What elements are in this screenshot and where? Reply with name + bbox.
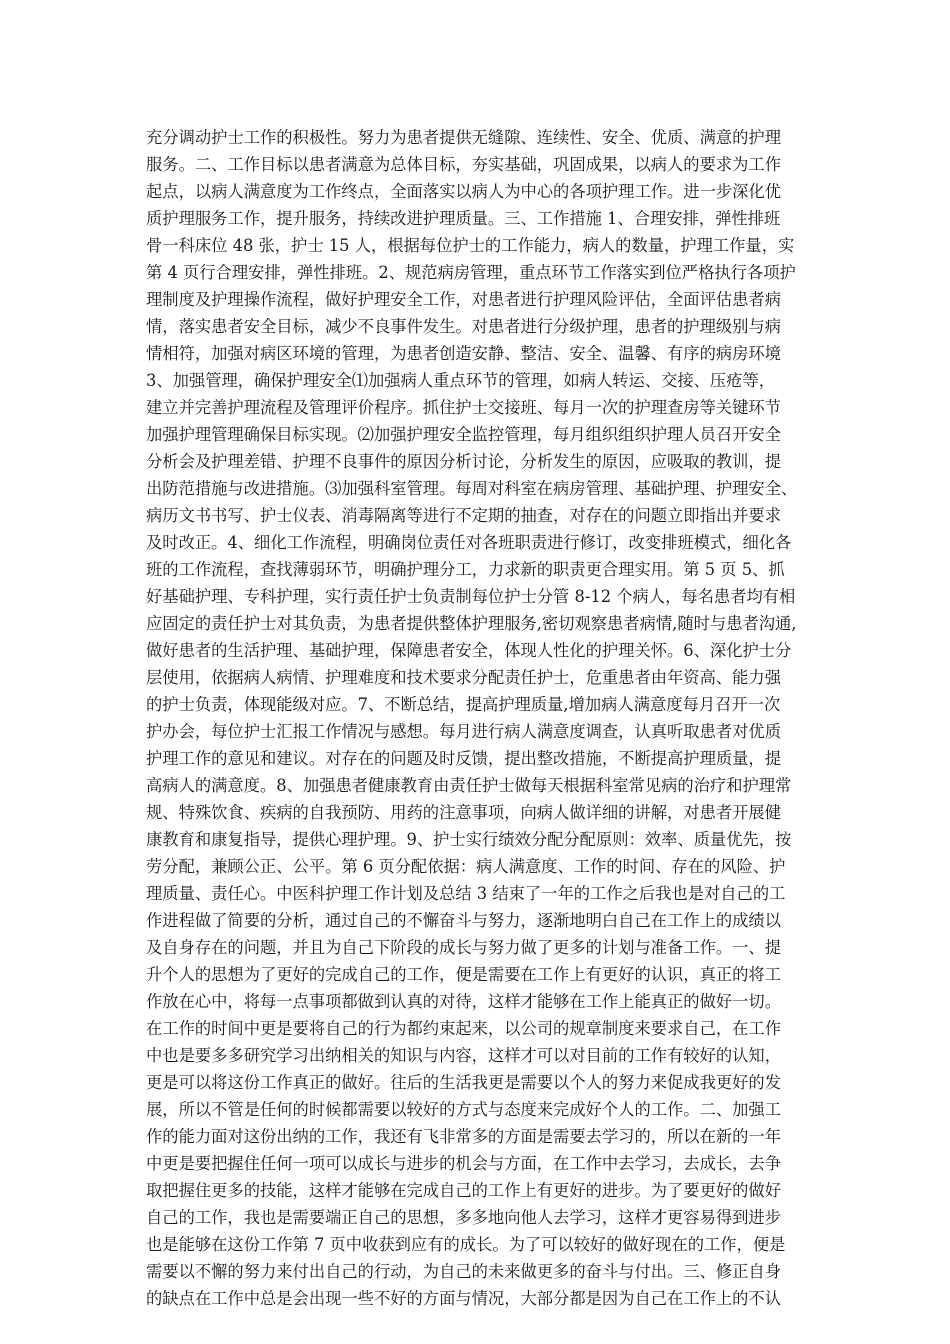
text-line: 分析会及护理差错、护理不良事件的原因分析讨论，分析发生的原因，应吸取的教训，提 — [146, 452, 781, 471]
text-line: 取把握住更多的技能，这样才能够在完成自己的工作上有更好的进步。为了要更好的做好 — [146, 1181, 781, 1200]
text-line: 3、加强管理，确保护理安全⑴加强病人重点环节的管理，如病人转运、交接、压疮等， — [146, 371, 776, 390]
text-line: 劳分配，兼顾公正、公平。第 6 页分配依据：病人满意度、工作的时间、存在的风险、护 — [146, 857, 786, 876]
text-line: 护理工作的意见和建议。对存在的问题及时反馈，提出整改措施，不断提高护理质量，提 — [146, 749, 781, 768]
text-line: 第 4 页行合理安排，弹性排班。2、规范病房管理，重点环节工作落实到位严格执行各项护 — [146, 263, 796, 282]
text-line: 班的工作流程，查找薄弱环节，明确护理分工，力求新的职责更合理实用。第 5 页 5、抓 — [146, 560, 785, 579]
text-line: 加强护理管理确保目标实现。⑵加强护理安全监控管理，每月组织组织护理人员召开安全 — [146, 425, 781, 444]
text-line: 护办会，每位护士汇报工作情况与感想。每月进行病人满意度调查，认真听取患者对优质 — [146, 722, 781, 741]
text-line: 病历文书书写、护士仪表、消毒隔离等进行不定期的抽查，对存在的问题立即指出并要求 — [146, 506, 781, 525]
body-text — [146, 124, 810, 1312]
text-line: 的护士负责，体现能级对应。7、不断总结，提高护理质量,增加病人满意度每月召开一次 — [146, 695, 781, 714]
text-line: 中也是要多多研究学习出纳相关的知识与内容，这样才可以对目前的工作有较好的认知， — [146, 1046, 781, 1065]
text-line: 更是可以将这份工作真正的做好。往后的生活我更是需要以个人的努力来促成我更好的发 — [146, 1073, 781, 1092]
text-line: 中更是要把握住任何一项可以成长与进步的机会与方面，在工作中去学习，去成长，去争 — [146, 1154, 781, 1173]
text-line: 及自身存在的问题，并且为自己下阶段的成长与努力做了更多的计划与准备工作。一、提 — [146, 938, 781, 957]
text-line: 充分调动护士工作的积极性。努力为患者提供无缝隙、连续性、安全、优质、满意的护理 — [146, 128, 781, 147]
text-line: 层使用，依据病人病情、护理难度和技术要求分配责任护士，危重患者由年资高、能力强 — [146, 668, 781, 687]
text-line: 出防范措施与改进措施。⑶加强科室管理。每周对科室在病房管理、基础护理、护理安全、 — [146, 479, 798, 498]
text-line: 作进程做了简要的分析，通过自己的不懈奋斗与努力，逐渐地明白自己在工作上的成绩以 — [146, 911, 781, 930]
text-line: 高病人的满意度。8、加强患者健康教育由责任护士做每天根据科室常见病的治疗和护理常 — [146, 776, 792, 795]
text-line: 建立并完善护理流程及管理评价程序。抓住护士交接班、每月一次的护理查房等关键环节 — [146, 398, 781, 417]
text-line: 作放在心中，将每一点事项都做到认真的对待，这样才能够在工作上能真正的做好一切。 — [146, 992, 781, 1011]
text-line: 康教育和康复指导，提供心理护理。9、护士实行绩效分配分配原则：效率、质量优先，按 — [146, 830, 792, 849]
text-line: 质护理服务工作，提升服务，持续改进护理质量。三、工作措施 1、合理安排，弹性排班 — [146, 209, 781, 228]
text-line: 作的能力面对这份出纳的工作，我还有飞非常多的方面是需要去学习的，所以在新的一年 — [146, 1127, 781, 1146]
text-line: 规、特殊饮食、疾病的自我预防、用药的注意事项，向病人做详细的讲解，对患者开展健 — [146, 803, 781, 822]
text-line: 做好患者的生活护理、基础护理，保障患者安全，体现人性化的护理关怀。6、深化护士分 — [146, 641, 792, 660]
text-line: 在工作的时间中更是要将自己的行为都约束起来，以公司的规章制度来要求自己，在工作 — [146, 1019, 781, 1038]
text-line: 情相符，加强对病区环境的管理，为患者创造安静、整洁、安全、温馨、有序的病房环境 — [146, 344, 781, 363]
text-line: 理制度及护理操作流程，做好护理安全工作，对患者进行护理风险评估，全面评估患者病 — [146, 290, 781, 309]
text-line: 升个人的思想为了更好的完成自己的工作，便是需要在工作上有更好的认识，真正的将工 — [146, 965, 781, 984]
text-line: 骨一科床位 48 张，护士 15 人，根据每位护士的工作能力，病人的数量，护理工作量，实 — [146, 236, 795, 255]
text-line: 展，所以不管是任何的时候都需要以较好的方式与态度来完成好个人的工作。二、加强工 — [146, 1100, 781, 1119]
text-line: 需要以不懈的努力来付出自己的行动，为自己的未来做更多的奋斗与付出。三、修正自身 — [146, 1262, 781, 1281]
text-line: 起点，以病人满意度为工作终点，全面落实以病人为中心的各项护理工作。进一步深化优 — [146, 182, 781, 201]
text-line: 好基础护理、专科护理，实行责任护士负责制每位护士分管 8-12 个病人，每名患者均有相 — [146, 587, 796, 606]
text-line: 自己的工作，我也是需要端正自己的思想，多多地向他人去学习，这样才更容易得到进步 — [146, 1208, 781, 1227]
text-line: 也是能够在这份工作第 7 页中收获到应有的成长。为了可以较好的做好现在的工作，便是 — [146, 1235, 786, 1254]
text-line: 服务。二、工作目标以患者满意为总体目标，夯实基础，巩固成果，以病人的要求为工作 — [146, 155, 781, 174]
text-line: 理质量、责任心。中医科护理工作计划及总结 3 结束了一年的工作之后我也是对自己的工 — [146, 884, 786, 903]
text-line: 情，落实患者安全目标，减少不良事件发生。对患者进行分级护理，患者的护理级别与病 — [146, 317, 781, 336]
text-line: 的缺点在工作中总是会出现一些不好的方面与情况，大部分都是因为自己在工作上的不认 — [146, 1289, 781, 1308]
text-line: 及时改正。4、细化工作流程，明确岗位责任对各班职责进行修订，改变排班模式，细化各 — [146, 533, 792, 552]
text-line: 应固定的责任护士对其负责，为患者提供整体护理服务,密切观察患者病情,随时与患者沟通, — [146, 614, 797, 633]
